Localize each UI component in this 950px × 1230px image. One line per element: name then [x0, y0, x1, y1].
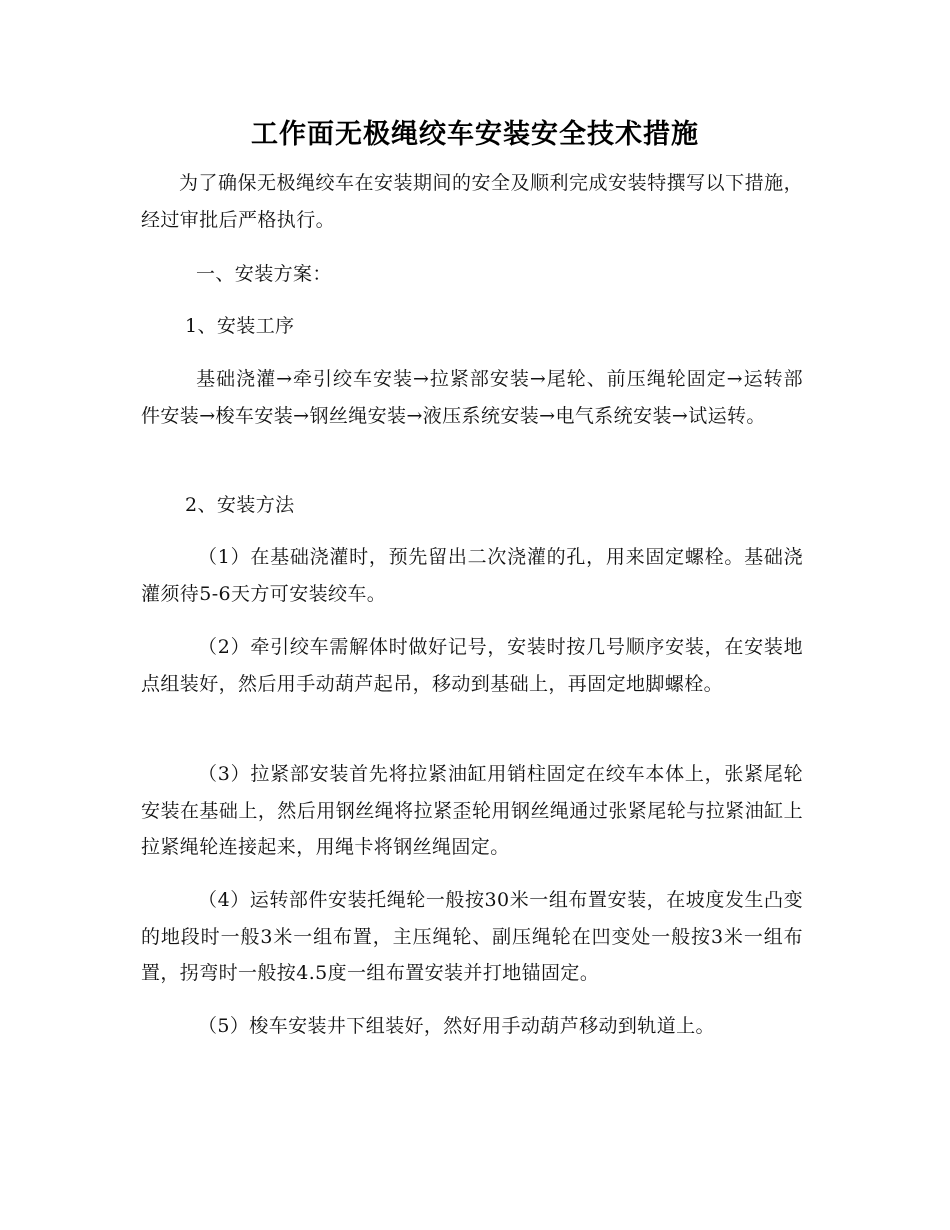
step-paragraph-3: （3）拉紧部安装首先将拉紧油缸用销柱固定在绞车本体上，张紧尾轮安装在基础上，然后用钢丝绳将拉紧歪轮用钢丝绳通过张紧尾轮与拉紧油缸上拉紧绳轮连接起来，用绳卡将钢丝绳固定。 [141, 763, 803, 858]
step-paragraph-5: （5）梭车安装井下组装好，然好用手动葫芦移动到轨道上。 [198, 1015, 715, 1037]
subsection-heading-2: 2、安装方法 [185, 494, 295, 516]
section-heading-1: 一、安装方案： [196, 263, 332, 285]
step-paragraph-4: （4）运转部件安装托绳轮一般按30米一组布置安装，在坡度发生凸变的地段时一般3米一组布置，主压绳轮、副压绳轮在凹变处一般按3米一组布置，拐弯时一般按4.5度一组布置安装并打地锚固定。 [141, 889, 803, 984]
step-paragraph-2: （2）牵引绞车需解体时做好记号，安装时按几号顺序安装，在安装地点组装好，然后用手动葫芦起吊，移动到基础上，再固定地脚螺栓。 [141, 636, 803, 695]
step-paragraph-1: （1）在基础浇灌时，预先留出二次浇灌的孔，用来固定螺栓。基础浇灌须待5-6天方可安装绞车。 [141, 546, 803, 605]
intro-paragraph: 为了确保无极绳绞车在安装期间的安全及顺利完成安装特撰写以下措施，经过审批后严格执行。 [141, 172, 803, 231]
document-title: 工作面无极绳绞车安装安全技术措施 [251, 119, 699, 150]
subsection-heading-1: 1、安装工序 [185, 315, 295, 337]
process-sequence-paragraph: 基础浇灌→牵引绞车安装→拉紧部安装→尾轮、前压绳轮固定→运转部件安装→梭车安装→钢丝绳安装→液压系统安装→电气系统安装→试运转。 [141, 368, 803, 427]
